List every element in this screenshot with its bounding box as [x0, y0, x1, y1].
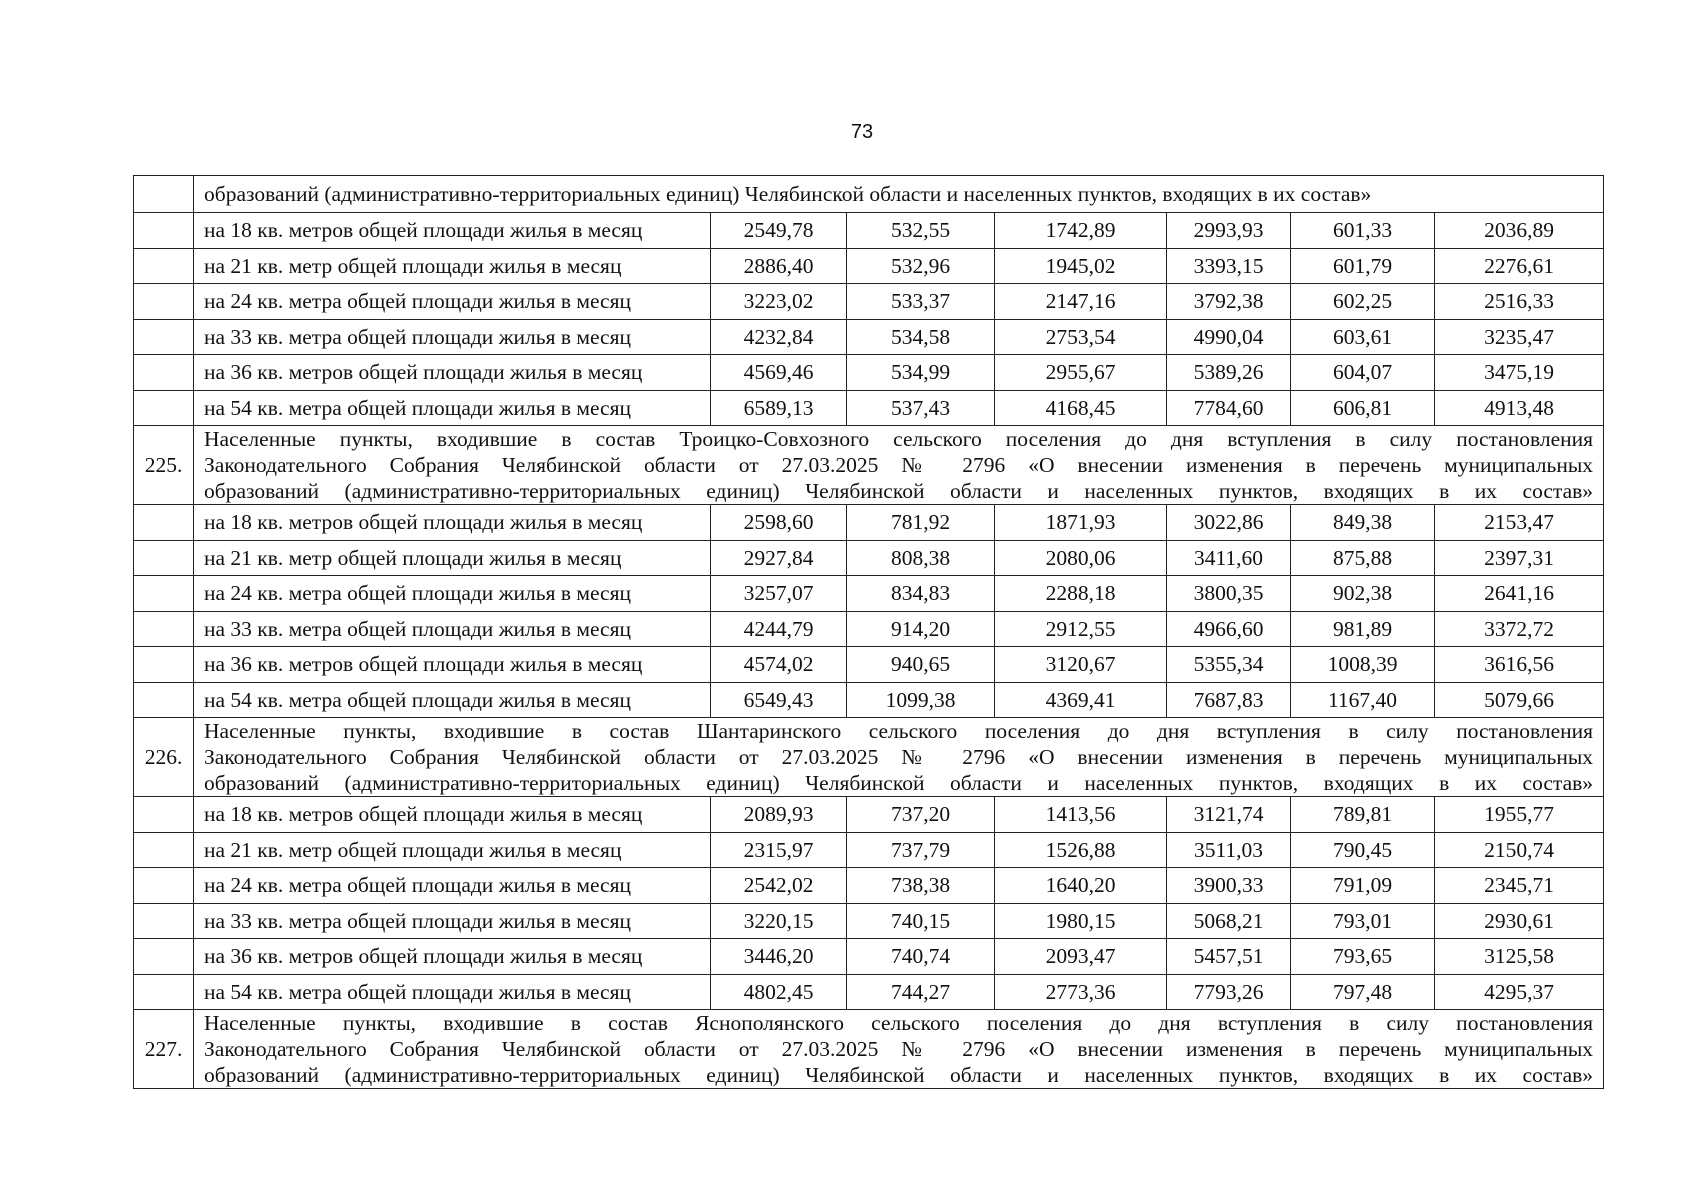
row-label: на 24 кв. метра общей площади жилья в месяц: [194, 576, 711, 612]
row-index-cell: [134, 903, 194, 939]
value-cell: 737,20: [847, 797, 995, 833]
value-cell: 601,33: [1291, 213, 1435, 249]
table-row: [134, 390, 1604, 426]
group-header-text: образований (административно-территориальных единиц) Челябинской области и населенных пунктов, входящих в их состав»: [204, 182, 1372, 206]
value-cell: 1945,02: [995, 248, 1167, 284]
value-cell: 532,96: [847, 248, 995, 284]
value-cell: 2516,33: [1435, 284, 1604, 320]
value-cell: 2345,71: [1435, 868, 1604, 904]
value-cell: 1413,56: [995, 797, 1167, 833]
value-cell: 791,09: [1291, 868, 1435, 904]
value-cell: 744,27: [847, 974, 995, 1010]
row-index-cell: [134, 248, 194, 284]
value-cell: 2993,93: [1167, 213, 1291, 249]
value-cell: 2598,60: [711, 505, 847, 541]
value-cell: 4244,79: [711, 611, 847, 647]
value-cell: 3393,15: [1167, 248, 1291, 284]
value-cell: 2080,06: [995, 540, 1167, 576]
table-row: [134, 868, 1604, 904]
value-cell: 3792,38: [1167, 284, 1291, 320]
group-header-line: Населенные пункты, входившие в состав Яснополянского сельского поселения до дня вступления в силу постановления: [204, 1011, 1594, 1035]
table-row: [134, 974, 1604, 1010]
value-cell: 532,55: [847, 213, 995, 249]
value-cell: 3120,67: [995, 647, 1167, 683]
value-cell: 2288,18: [995, 576, 1167, 612]
table-row: [134, 540, 1604, 576]
value-cell: 2150,74: [1435, 832, 1604, 868]
group-header-line: Законодательного Собрания Челябинской области от 27.03.2025 № 2796 «О внесении изменения в перечень муниципальных: [204, 1037, 1594, 1061]
row-label: на 21 кв. метр общей площади жилья в месяц: [194, 832, 711, 868]
value-cell: 2955,67: [995, 355, 1167, 391]
value-cell: 4802,45: [711, 974, 847, 1010]
row-index-cell: [134, 505, 194, 541]
value-cell: 603,61: [1291, 319, 1435, 355]
value-cell: 533,37: [847, 284, 995, 320]
value-cell: 1955,77: [1435, 797, 1604, 833]
row-index-cell: [134, 390, 194, 426]
row-index-cell: [134, 176, 194, 213]
value-cell: 1871,93: [995, 505, 1167, 541]
row-index-cell: [134, 213, 194, 249]
value-cell: 3446,20: [711, 939, 847, 975]
value-cell: 2641,16: [1435, 576, 1604, 612]
table-row-group-header: [134, 426, 1604, 505]
value-cell: 4232,84: [711, 319, 847, 355]
value-cell: 3235,47: [1435, 319, 1604, 355]
value-cell: 534,99: [847, 355, 995, 391]
table-row: [134, 682, 1604, 718]
table-row: [134, 213, 1604, 249]
row-label: на 54 кв. метра общей площади жилья в месяц: [194, 390, 711, 426]
value-cell: 2542,02: [711, 868, 847, 904]
row-label: на 54 кв. метра общей площади жилья в месяц: [194, 682, 711, 718]
value-cell: 4168,45: [995, 390, 1167, 426]
value-cell: 3223,02: [711, 284, 847, 320]
value-cell: 606,81: [1291, 390, 1435, 426]
row-label: на 36 кв. метров общей площади жилья в месяц: [194, 355, 711, 391]
value-cell: 797,48: [1291, 974, 1435, 1010]
row-index-cell: [134, 576, 194, 612]
value-cell: 6589,13: [711, 390, 847, 426]
row-index-cell: [134, 939, 194, 975]
value-cell: 3800,35: [1167, 576, 1291, 612]
row-label: на 54 кв. метра общей площади жилья в месяц: [194, 974, 711, 1010]
value-cell: 834,83: [847, 576, 995, 612]
row-index-cell: [134, 319, 194, 355]
table-row: [134, 355, 1604, 391]
value-cell: 3257,07: [711, 576, 847, 612]
value-cell: 793,01: [1291, 903, 1435, 939]
value-cell: 875,88: [1291, 540, 1435, 576]
table-row: [134, 903, 1604, 939]
value-cell: 3475,19: [1435, 355, 1604, 391]
value-cell: 5079,66: [1435, 682, 1604, 718]
table-row: [134, 797, 1604, 833]
value-cell: 940,65: [847, 647, 995, 683]
group-index: 226.: [134, 718, 194, 797]
row-index-cell: [134, 974, 194, 1010]
value-cell: 1742,89: [995, 213, 1167, 249]
value-cell: 5389,26: [1167, 355, 1291, 391]
table-row-group-header: [134, 1010, 1604, 1089]
group-header-cell: [194, 1010, 1604, 1089]
row-label: на 33 кв. метра общей площади жилья в месяц: [194, 611, 711, 647]
value-cell: 3900,33: [1167, 868, 1291, 904]
value-cell: 3022,86: [1167, 505, 1291, 541]
value-cell: 3121,74: [1167, 797, 1291, 833]
table-row: [134, 248, 1604, 284]
value-cell: 789,81: [1291, 797, 1435, 833]
value-cell: 2089,93: [711, 797, 847, 833]
group-index: 227.: [134, 1010, 194, 1089]
group-header-line: образований (административно-территориальных единиц) Челябинской области и населенных пунктов, входящих в их состав»: [204, 479, 1594, 503]
value-cell: 2886,40: [711, 248, 847, 284]
value-cell: 2397,31: [1435, 540, 1604, 576]
table-row: [134, 505, 1604, 541]
value-cell: 2930,61: [1435, 903, 1604, 939]
table-row: [134, 284, 1604, 320]
row-label: на 33 кв. метра общей площади жилья в месяц: [194, 903, 711, 939]
row-index-cell: [134, 797, 194, 833]
row-label: на 21 кв. метр общей площади жилья в месяц: [194, 540, 711, 576]
row-label: на 18 кв. метров общей площади жилья в месяц: [194, 797, 711, 833]
table-row-group-header: [134, 718, 1604, 797]
value-cell: 2927,84: [711, 540, 847, 576]
value-cell: 1099,38: [847, 682, 995, 718]
row-index-cell: [134, 868, 194, 904]
table-row: [134, 832, 1604, 868]
value-cell: 981,89: [1291, 611, 1435, 647]
value-cell: 602,25: [1291, 284, 1435, 320]
value-cell: 4574,02: [711, 647, 847, 683]
tariff-table: [133, 175, 1604, 1089]
value-cell: 2036,89: [1435, 213, 1604, 249]
value-cell: 1167,40: [1291, 682, 1435, 718]
group-header-cell: [194, 718, 1604, 797]
group-header-line: образований (административно-территориальных единиц) Челябинской области и населенных пунктов, входящих в их состав»: [204, 1063, 1594, 1087]
value-cell: 3372,72: [1435, 611, 1604, 647]
value-cell: 5355,34: [1167, 647, 1291, 683]
value-cell: 7687,83: [1167, 682, 1291, 718]
value-cell: 2773,36: [995, 974, 1167, 1010]
value-cell: 537,43: [847, 390, 995, 426]
value-cell: 6549,43: [711, 682, 847, 718]
value-cell: 740,74: [847, 939, 995, 975]
page-number: 73: [850, 121, 874, 143]
row-index-cell: [134, 284, 194, 320]
row-index-cell: [134, 611, 194, 647]
row-index-cell: [134, 832, 194, 868]
value-cell: 2093,47: [995, 939, 1167, 975]
value-cell: 5068,21: [1167, 903, 1291, 939]
value-cell: 4966,60: [1167, 611, 1291, 647]
value-cell: 3125,58: [1435, 939, 1604, 975]
value-cell: 3411,60: [1167, 540, 1291, 576]
value-cell: 914,20: [847, 611, 995, 647]
table-row: [134, 939, 1604, 975]
row-label: на 24 кв. метра общей площади жилья в месяц: [194, 284, 711, 320]
value-cell: 808,38: [847, 540, 995, 576]
value-cell: 4990,04: [1167, 319, 1291, 355]
group-header-line: Законодательного Собрания Челябинской области от 27.03.2025 № 2796 «О внесении изменения в перечень муниципальных: [204, 745, 1594, 769]
row-label: на 18 кв. метров общей площади жилья в месяц: [194, 505, 711, 541]
row-label: на 36 кв. метров общей площади жилья в месяц: [194, 939, 711, 975]
value-cell: 793,65: [1291, 939, 1435, 975]
value-cell: 4295,37: [1435, 974, 1604, 1010]
value-cell: 3511,03: [1167, 832, 1291, 868]
value-cell: 2153,47: [1435, 505, 1604, 541]
value-cell: 4913,48: [1435, 390, 1604, 426]
value-cell: 1526,88: [995, 832, 1167, 868]
group-header-line: Населенные пункты, входившие в состав Шантаринского сельского поселения до дня вступления в силу постановления: [204, 719, 1594, 743]
value-cell: 3220,15: [711, 903, 847, 939]
table-row: [134, 611, 1604, 647]
row-label: на 21 кв. метр общей площади жилья в месяц: [194, 248, 711, 284]
row-label: на 18 кв. метров общей площади жилья в месяц: [194, 213, 711, 249]
value-cell: 2753,54: [995, 319, 1167, 355]
value-cell: 1008,39: [1291, 647, 1435, 683]
value-cell: 5457,51: [1167, 939, 1291, 975]
group-header-line: Населенные пункты, входившие в состав Троицко-Совхозного сельского поселения до дня вступления в силу постановления: [204, 427, 1594, 451]
value-cell: 737,79: [847, 832, 995, 868]
row-index-cell: [134, 647, 194, 683]
value-cell: 4369,41: [995, 682, 1167, 718]
row-label: на 36 кв. метров общей площади жилья в месяц: [194, 647, 711, 683]
group-header-line: образований (административно-территориальных единиц) Челябинской области и населенных пунктов, входящих в их состав»: [204, 771, 1594, 795]
value-cell: 740,15: [847, 903, 995, 939]
value-cell: 7793,26: [1167, 974, 1291, 1010]
row-index-cell: [134, 355, 194, 391]
table-row: [134, 647, 1604, 683]
value-cell: 1640,20: [995, 868, 1167, 904]
group-header-line: Законодательного Собрания Челябинской области от 27.03.2025 № 2796 «О внесении изменения в перечень муниципальных: [204, 453, 1594, 477]
table-row: [134, 576, 1604, 612]
value-cell: 601,79: [1291, 248, 1435, 284]
row-index-cell: [134, 540, 194, 576]
value-cell: 2549,78: [711, 213, 847, 249]
value-cell: 781,92: [847, 505, 995, 541]
table-body: [134, 176, 1604, 1089]
table-row-carry-over-header: [134, 176, 1604, 213]
group-index: 225.: [134, 426, 194, 505]
value-cell: 2315,97: [711, 832, 847, 868]
value-cell: 534,58: [847, 319, 995, 355]
value-cell: 2912,55: [995, 611, 1167, 647]
value-cell: 4569,46: [711, 355, 847, 391]
value-cell: 1980,15: [995, 903, 1167, 939]
value-cell: 604,07: [1291, 355, 1435, 391]
value-cell: 902,38: [1291, 576, 1435, 612]
row-label: на 24 кв. метра общей площади жилья в месяц: [194, 868, 711, 904]
value-cell: 2276,61: [1435, 248, 1604, 284]
value-cell: 7784,60: [1167, 390, 1291, 426]
group-header-cell: [194, 426, 1604, 505]
value-cell: 2147,16: [995, 284, 1167, 320]
value-cell: 790,45: [1291, 832, 1435, 868]
group-header-cell: [194, 176, 1604, 213]
value-cell: 3616,56: [1435, 647, 1604, 683]
table-row: [134, 319, 1604, 355]
row-index-cell: [134, 682, 194, 718]
value-cell: 849,38: [1291, 505, 1435, 541]
value-cell: 738,38: [847, 868, 995, 904]
row-label: на 33 кв. метра общей площади жилья в месяц: [194, 319, 711, 355]
